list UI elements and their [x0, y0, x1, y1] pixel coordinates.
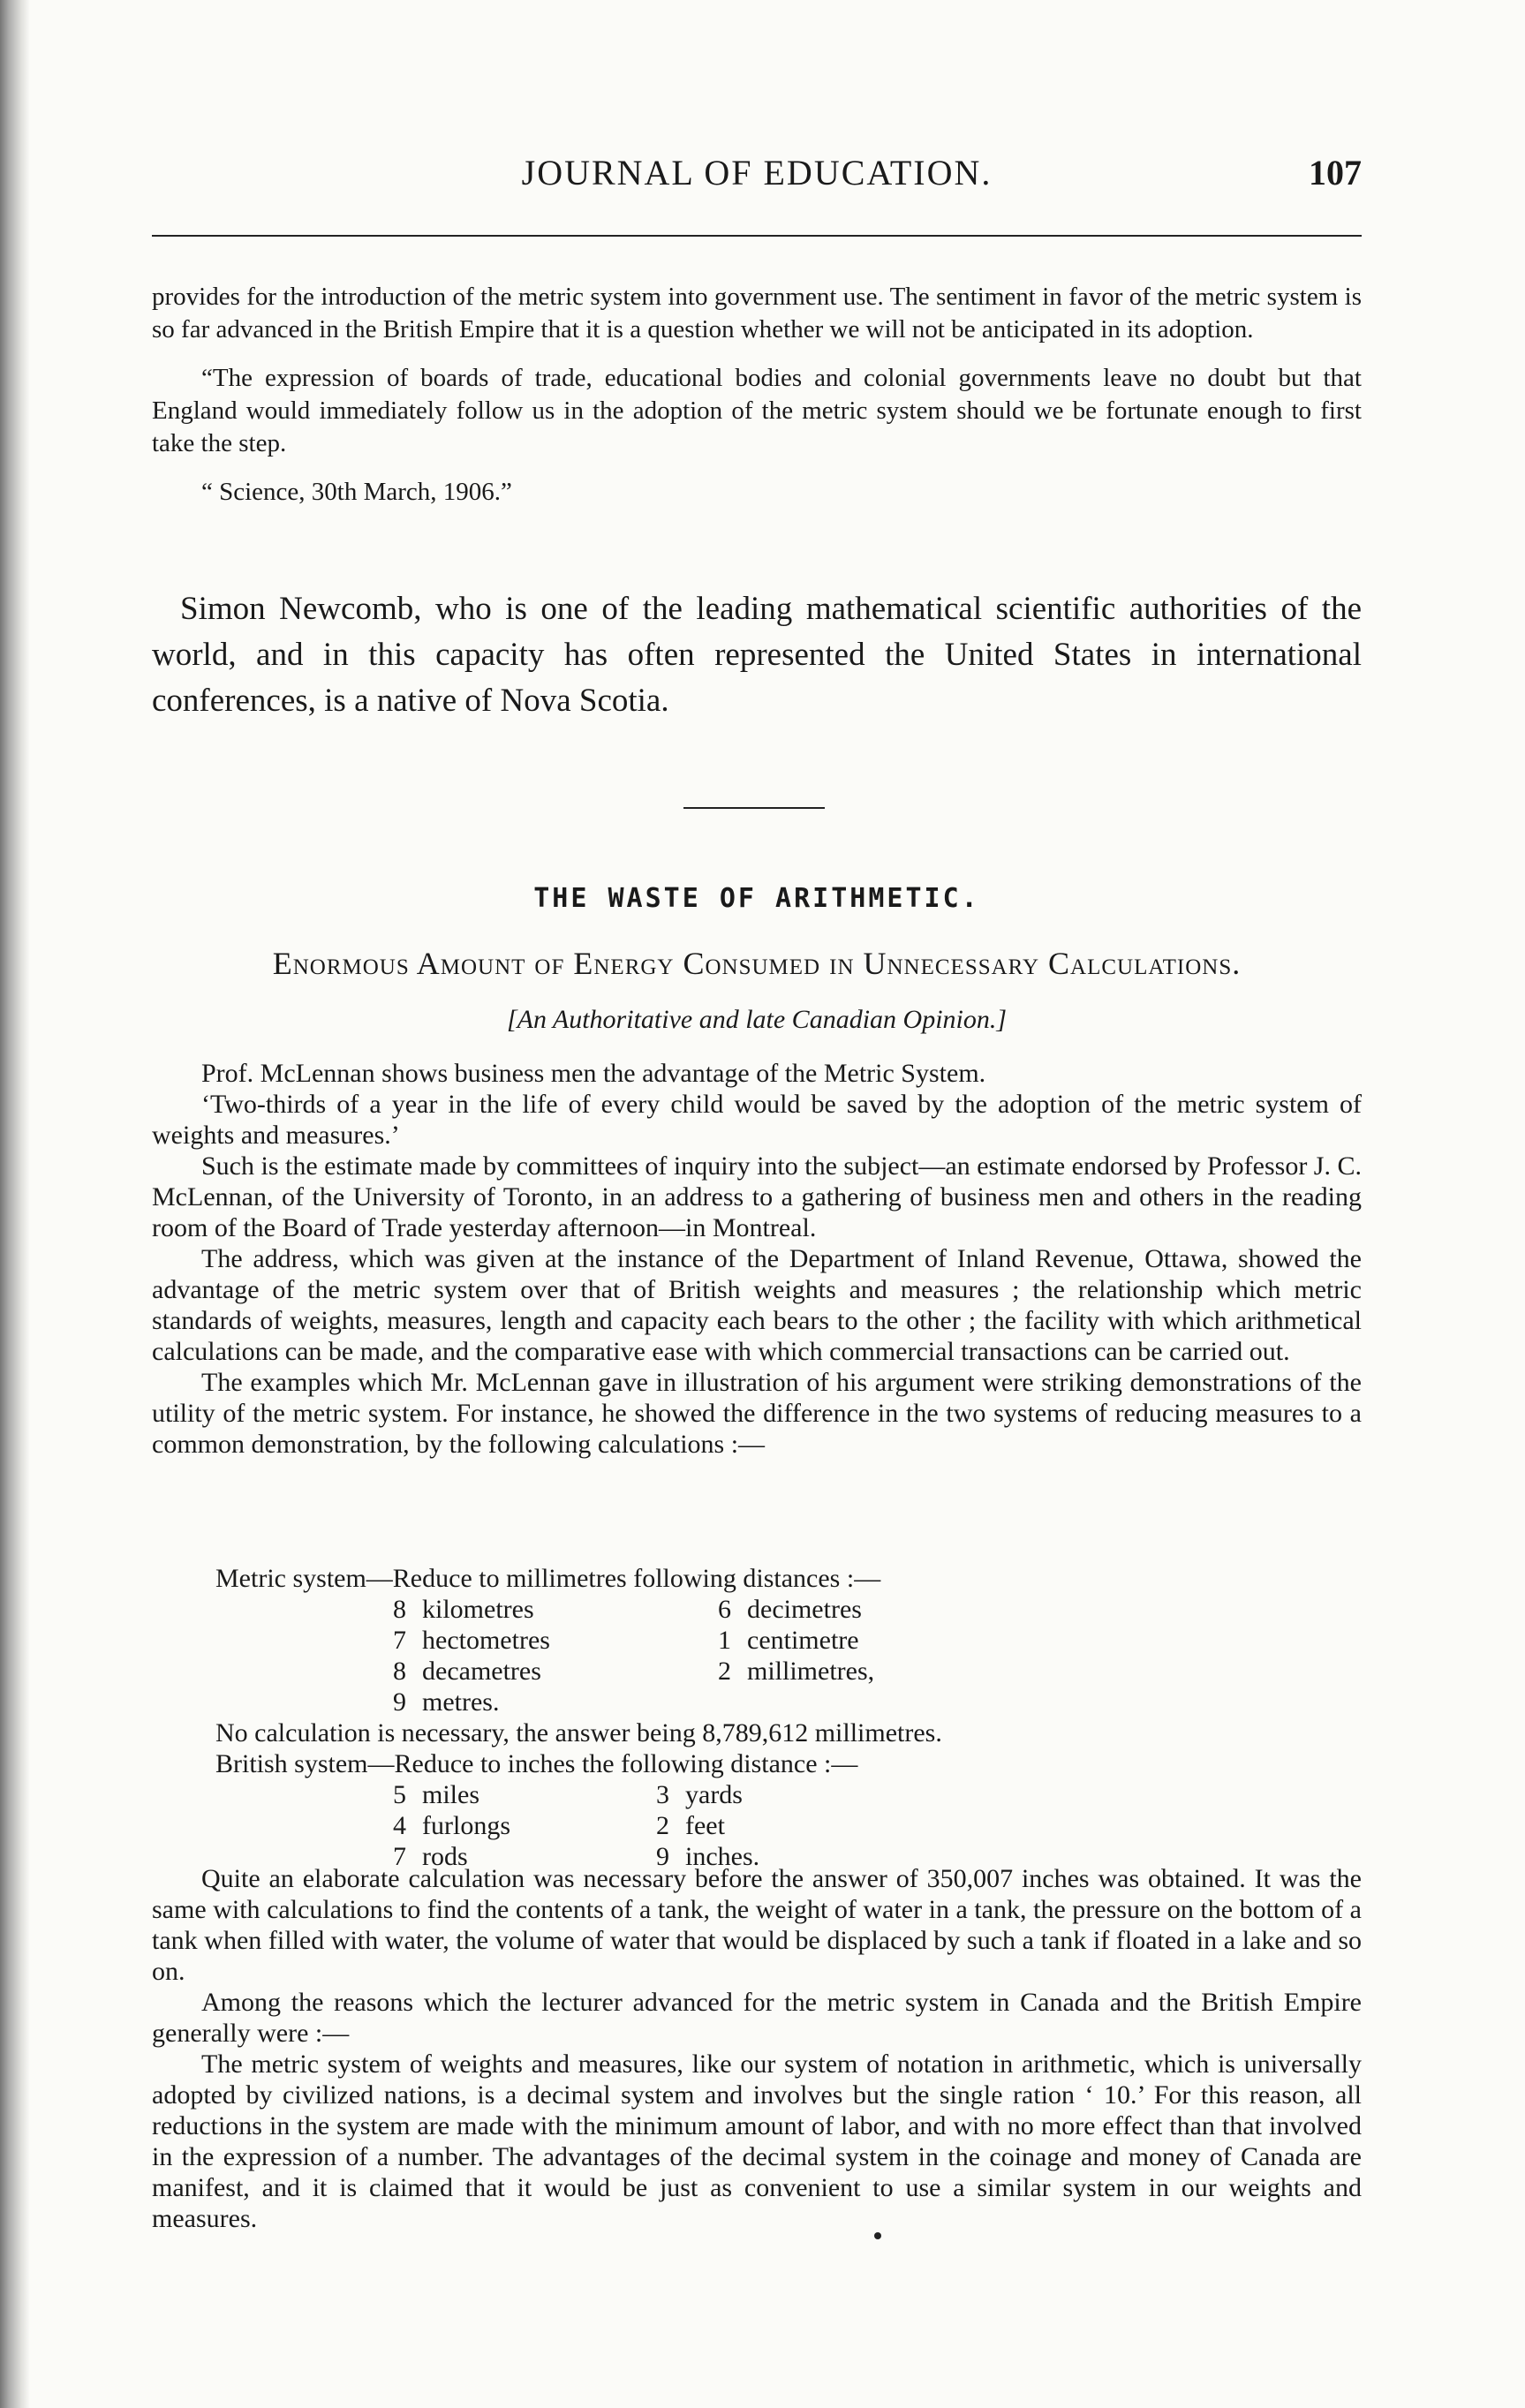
table-row — [389, 1687, 874, 1717]
article-paragraph: The examples which Mr. McLennan gave in illustration of his argument were striking demonstrations of the utility of the metric system. For instance, he showed the difference in the two systems of reducing measures to a common demonstration, by the following calculations :— — [152, 1368, 1362, 1459]
table-cell: metres. — [422, 1687, 500, 1717]
table-cell: rods — [422, 1842, 468, 1871]
article-closing — [152, 1863, 1362, 2234]
table-cell: 9 — [393, 1687, 406, 1717]
quote-citation: “ Science, 30th March, 1906.” — [201, 478, 512, 506]
header-rule — [152, 235, 1362, 237]
newcomb-paragraph: Simon Newcomb, who is one of the leading mathematical scientific authorities of the world, and in this capacity has often represented the United States in international conferences, is a native of Nova Scotia. — [152, 591, 1362, 719]
article-subtitle: Enormous Amount of Energy Consumed in Unnecessary Calculations. — [272, 946, 1242, 981]
table-cell: millimetres, — [747, 1657, 875, 1686]
table-cell: 8 — [393, 1595, 406, 1624]
metric-result: No calculation is necessary, the answer being 8,789,612 millimetres. — [215, 1718, 942, 1747]
table-cell: 8 — [393, 1657, 406, 1686]
british-heading: British system—Reduce to inches the following distance :— — [215, 1749, 858, 1778]
table-cell: decimetres — [747, 1595, 862, 1624]
table-cell: 2 — [656, 1811, 669, 1840]
table-row — [389, 1625, 874, 1656]
table-cell: centimetre — [747, 1626, 859, 1655]
quote-paragraph-2: “The expression of boards of trade, educational bodies and colonial governments leave no doubt but that England would immediately follow us in the adoption of the metric system should we be fortunate enough to first take the step. — [152, 364, 1362, 457]
article-title: THE WASTE OF ARITHMETIC. — [533, 883, 980, 914]
section-separator — [683, 807, 825, 809]
table-cell: 7 — [393, 1626, 406, 1655]
table-cell: kilometres — [422, 1595, 534, 1624]
metric-heading: Metric system—Reduce to millimetres following distances :— — [215, 1564, 881, 1593]
table-cell: 3 — [656, 1780, 669, 1809]
table-cell: miles — [422, 1780, 479, 1809]
table-cell: 2 — [718, 1657, 731, 1686]
table-cell — [747, 1687, 874, 1717]
running-head — [152, 152, 1362, 205]
table-cell: hectometres — [422, 1626, 550, 1655]
article-paragraph: The metric system of weights and measures, like our system of notation in arithmetic, which is universally adopted by civilized nations, is a decimal system and involves but the single ration ‘ 10.’ For this reason, all reductions in the system are made with the minimum amount of labor, and with no more effect than that involved in the expression of a number. The advantages of the decimal system in the coinage and money of Canada are manifest, and it is claimed that it would be just as convenient to use a similar system in our weights and measures. — [152, 2049, 1362, 2233]
article-paragraph: ‘Two-thirds of a year in the life of every child would be saved by the adoption of the metric system of weights and measures.’ — [152, 1090, 1362, 1150]
metric-example — [152, 1563, 1362, 1872]
article-paragraph: The address, which was given at the instance of the Department of Inland Revenue, Ottawa, showed the advantage of the metric system over that of British weights and measures ; the relationship which metric standards of weights, measures, length and capacity each bears to the other ; the facility with which arithmetical calculations can be made, and the comparative ease with which commercial transactions can be carried out. — [152, 1244, 1362, 1366]
metric-table — [389, 1594, 874, 1717]
british-table — [389, 1779, 759, 1872]
table-row — [389, 1779, 759, 1810]
table-cell: 4 — [393, 1811, 406, 1840]
table-cell: feet — [685, 1811, 725, 1840]
table-row — [389, 1810, 759, 1841]
table-cell: 7 — [393, 1842, 406, 1871]
table-cell: 9 — [656, 1842, 669, 1871]
table-cell: furlongs — [422, 1811, 510, 1840]
article-paragraph: Prof. McLennan shows business men the advantage of the Metric System. — [201, 1059, 986, 1088]
scan-edge-shadow — [0, 0, 30, 2408]
table-cell: 6 — [718, 1595, 731, 1624]
article-paragraph: Such is the estimate made by committees of inquiry into the subject—an estimate endorsed by Professor J. C. McLennan, of the University of Toronto, in an address to a gathering of business men and others in the reading room of the Board of Trade yesterday afternoon—in Montreal. — [152, 1151, 1362, 1242]
quote-paragraph-1: provides for the introduction of the metric system into government use. The sentiment in favor of the metric system is so far advanced in the British Empire that it is a question whether we will not be anticipated in its adoption. — [152, 283, 1362, 343]
journal-title: JOURNAL OF EDUCATION. — [521, 153, 993, 192]
table-cell: 1 — [718, 1626, 731, 1655]
newcomb-block — [152, 586, 1362, 724]
article-paragraph: Among the reasons which the lecturer advanced for the metric system in Canada and the British Empire generally were :— — [152, 1988, 1362, 2048]
table-cell: 5 — [393, 1780, 406, 1809]
article-note: [An Authoritative and late Canadian Opinion.] — [506, 1005, 1008, 1034]
table-cell — [713, 1687, 747, 1717]
print-dot — [874, 2232, 881, 2239]
page-number: 107 — [1309, 153, 1362, 192]
table-row — [389, 1656, 874, 1687]
table-cell: inches. — [685, 1842, 760, 1871]
article-body — [152, 1058, 1362, 1460]
quote-block — [152, 281, 1362, 509]
table-cell: decametres — [422, 1657, 541, 1686]
table-cell: yards — [685, 1780, 743, 1809]
table-row — [389, 1594, 874, 1625]
article-paragraph: Quite an elaborate calculation was necessary before the answer of 350,007 inches was obtained. It was the same with calculations to find the contents of a tank, the weight of water in a tank, the pressure on the bottom of a tank when filled with water, the volume of water that would be displaced by such a tank if floated in a lake and so on. — [152, 1864, 1362, 1986]
